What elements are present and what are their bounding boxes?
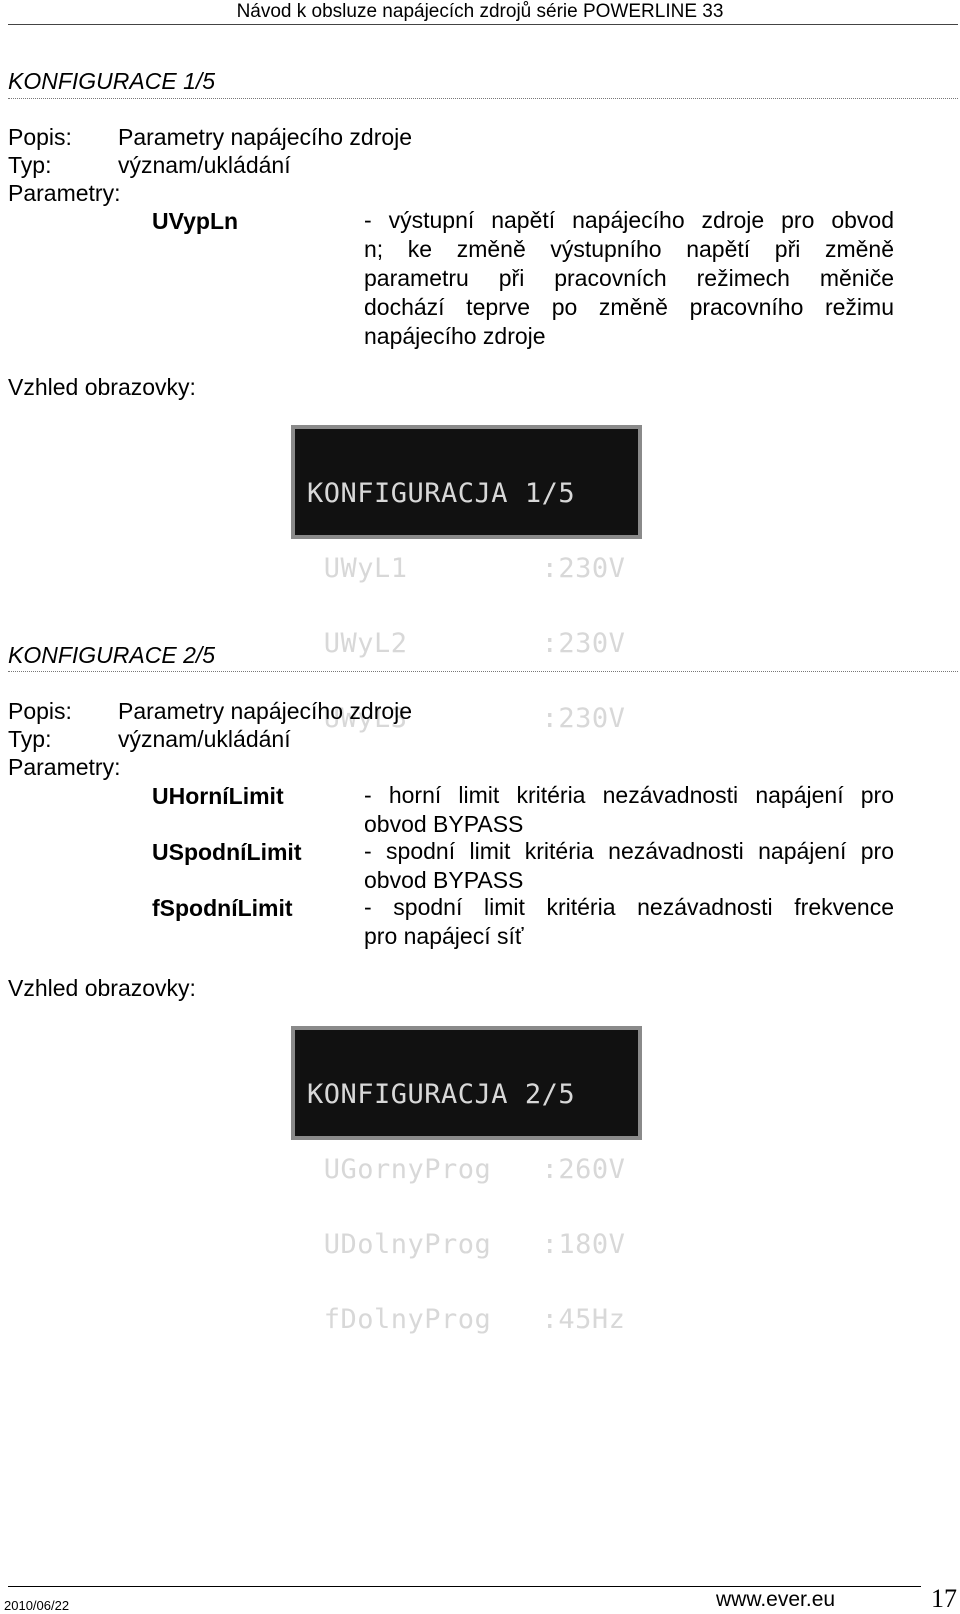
desc-line: - horní limit kritéria nezávadnosti napájení pro	[364, 782, 894, 808]
popis-label: Popis:	[8, 124, 72, 150]
footer-website: www.ever.eu	[716, 1588, 836, 1611]
section-title-2: KONFIGURACE 2/5	[8, 642, 216, 668]
parametry-label: Parametry:	[8, 754, 121, 780]
typ-value: význam/ukládání	[118, 152, 291, 178]
typ-label: Typ:	[8, 152, 52, 178]
lcd-line: UWyL3 :230V	[307, 703, 626, 734]
popis-label: Popis:	[8, 698, 72, 724]
desc-line: - výstupní napětí napájecího zdroje pro obvod	[364, 207, 894, 233]
lcd-line: fDolnyProg :45Hz	[307, 1304, 626, 1335]
desc-line: dochází teprve po změně pracovního režimu	[364, 294, 894, 320]
section-divider-2	[8, 671, 958, 672]
header-rule	[8, 24, 958, 25]
desc-line: obvod BYPASS	[364, 811, 524, 837]
popis-value: Parametry napájecího zdroje	[118, 124, 413, 150]
footer-date: 2010/06/22	[4, 1598, 70, 1613]
lcd-screen-1	[291, 425, 642, 734]
running-header: Návod k obsluze napájecích zdrojů série POWERLINE 33	[236, 1, 724, 22]
lcd-line: UDolnyProg :180V	[307, 1229, 626, 1260]
lcd-line: UGornyProg :260V	[307, 1154, 626, 1185]
param-name: UHorníLimit	[152, 783, 284, 809]
parametry-label: Parametry:	[8, 180, 121, 206]
lcd-line: KONFIGURACJA 1/5	[307, 478, 576, 509]
page-number: 17	[931, 1584, 957, 1613]
screen-label: Vzhled obrazovky:	[8, 975, 196, 1001]
param-description	[364, 837, 894, 895]
lcd-line: KONFIGURACJA 2/5	[307, 1079, 576, 1110]
desc-line: - spodní limit kritéria nezávadnosti frekvence	[364, 894, 894, 920]
lcd-line: UWyL2 :230V	[307, 628, 626, 659]
param-description	[364, 781, 894, 839]
typ-label: Typ:	[8, 726, 52, 752]
param-description	[364, 206, 894, 351]
section-title-1: KONFIGURACE 1/5	[8, 68, 216, 94]
lcd-screen-2	[291, 1026, 642, 1335]
desc-line: n; ke změně výstupního napětí při změně	[364, 236, 894, 262]
param-name: USpodníLimit	[152, 839, 302, 865]
typ-value: význam/ukládání	[118, 726, 291, 752]
desc-line: - spodní limit kritéria nezávadnosti napájení pro	[364, 838, 894, 864]
screen-label: Vzhled obrazovky:	[8, 374, 196, 400]
section-divider-1	[8, 98, 958, 99]
footer-rule	[8, 1586, 921, 1587]
desc-line: obvod BYPASS	[364, 867, 524, 893]
param-description	[364, 893, 894, 951]
desc-line: napájecího zdroje	[364, 323, 546, 349]
desc-line: parametru při pracovních režimech měniče	[364, 265, 894, 291]
popis-value: Parametry napájecího zdroje	[118, 698, 413, 724]
desc-line: pro napájecí síť	[364, 923, 524, 949]
param-name: fSpodníLimit	[152, 895, 293, 921]
lcd-line: UWyL1 :230V	[307, 553, 626, 584]
param-name: UVypLn	[152, 208, 239, 234]
